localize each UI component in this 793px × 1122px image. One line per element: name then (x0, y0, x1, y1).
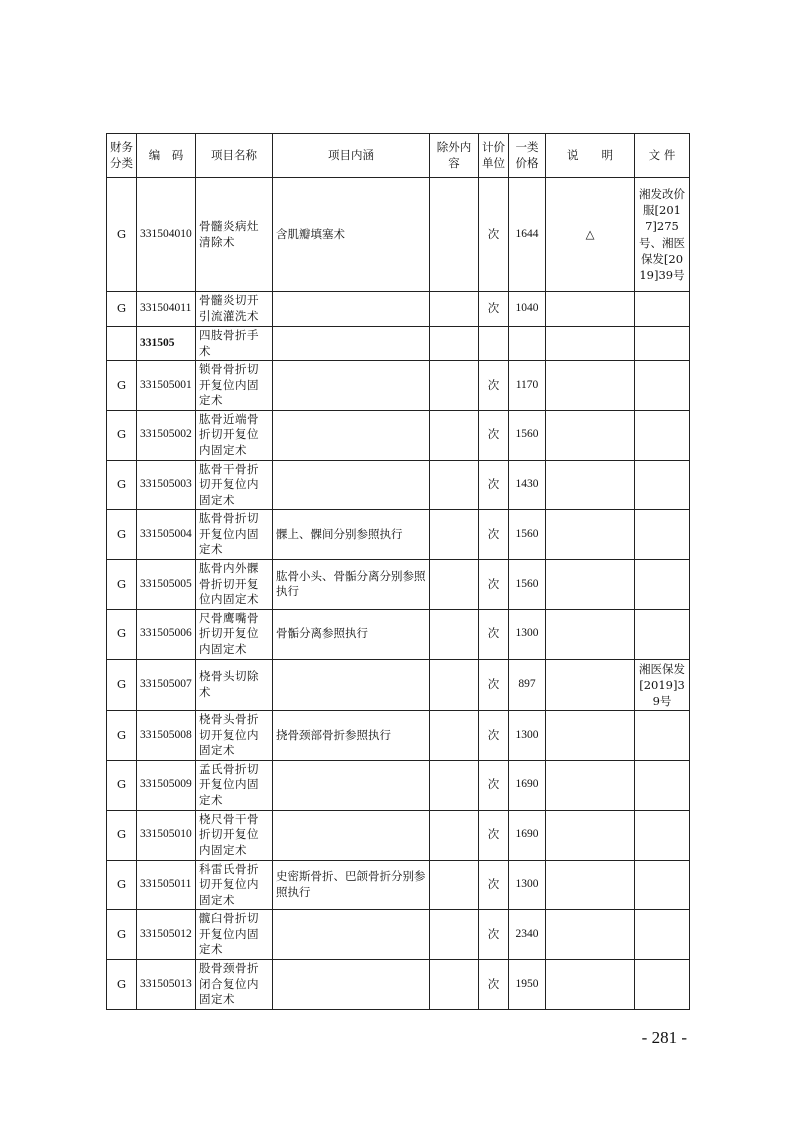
cell-content (273, 910, 430, 960)
cell-excluded (430, 960, 479, 1010)
cell-unit: 次 (479, 609, 509, 659)
cell-category: G (107, 292, 137, 327)
header-row (107, 134, 690, 178)
header-name: 项目名称 (196, 134, 273, 178)
cell-note (546, 510, 635, 560)
cell-document (635, 609, 690, 659)
header-document: 文 件 (635, 134, 690, 178)
cell-content: 史密斯骨折、巴颌骨折分别参照执行 (273, 860, 430, 910)
cell-code: 331505005 (137, 560, 196, 610)
cell-name: 肱骨近端骨折切开复位内固定术 (196, 410, 273, 460)
table-row (107, 178, 690, 292)
cell-price: 1040 (509, 292, 546, 327)
table-row (107, 609, 690, 659)
cell-note (546, 860, 635, 910)
cell-name: 髋臼骨折切开复位内固定术 (196, 910, 273, 960)
cell-name: 肱骨骨折切开复位内固定术 (196, 510, 273, 560)
cell-code: 331504010 (137, 178, 196, 292)
cell-document (635, 710, 690, 760)
cell-content (273, 292, 430, 327)
cell-document (635, 910, 690, 960)
cell-excluded (430, 810, 479, 860)
cell-note (546, 292, 635, 327)
cell-content (273, 960, 430, 1010)
cell-category: G (107, 178, 137, 292)
cell-unit: 次 (479, 910, 509, 960)
cell-name: 桡骨头切除术 (196, 659, 273, 710)
table-row (107, 910, 690, 960)
cell-document (635, 292, 690, 327)
page-number: - 281 - (641, 1028, 687, 1047)
cell-excluded (430, 361, 479, 411)
cell-note (546, 960, 635, 1010)
cell-code: 331505001 (137, 361, 196, 411)
cell-code: 331505010 (137, 810, 196, 860)
cell-excluded (430, 659, 479, 710)
table-row (107, 410, 690, 460)
cell-content: 髁上、髁间分别参照执行 (273, 510, 430, 560)
cell-name: 锁骨骨折切开复位内固定术 (196, 361, 273, 411)
cell-unit: 次 (479, 659, 509, 710)
cell-name: 肱骨干骨折切开复位内固定术 (196, 460, 273, 510)
header-category: 财务分类 (107, 134, 137, 178)
cell-price: 1170 (509, 361, 546, 411)
cell-note (546, 609, 635, 659)
header-note: 说 明 (546, 134, 635, 178)
cell-code: 331505007 (137, 659, 196, 710)
table-row (107, 560, 690, 610)
cell-document: 湘发改价服[2017]275号、湘医保发[2019]39号 (635, 178, 690, 292)
cell-document (635, 510, 690, 560)
cell-unit: 次 (479, 510, 509, 560)
cell-excluded (430, 327, 479, 361)
cell-unit (479, 327, 509, 361)
cell-name: 桡尺骨干骨折切开复位内固定术 (196, 810, 273, 860)
table-row (107, 810, 690, 860)
cell-code: 331505013 (137, 960, 196, 1010)
header-code: 编 码 (137, 134, 196, 178)
price-table (106, 133, 690, 1010)
cell-category: G (107, 659, 137, 710)
table-row (107, 292, 690, 327)
cell-content: 含肌瓣填塞术 (273, 178, 430, 292)
cell-excluded (430, 410, 479, 460)
cell-name: 骨髓炎病灶清除术 (196, 178, 273, 292)
cell-category: G (107, 810, 137, 860)
cell-price: 1690 (509, 760, 546, 810)
cell-note (546, 460, 635, 510)
cell-note (546, 710, 635, 760)
cell-note (546, 410, 635, 460)
cell-excluded (430, 460, 479, 510)
cell-excluded (430, 910, 479, 960)
cell-price: 1690 (509, 810, 546, 860)
cell-name: 桡骨头骨折切开复位内固定术 (196, 710, 273, 760)
cell-code: 331505008 (137, 710, 196, 760)
table-row (107, 659, 690, 710)
cell-code: 331504011 (137, 292, 196, 327)
cell-excluded (430, 292, 479, 327)
cell-content (273, 659, 430, 710)
cell-note: △ (546, 178, 635, 292)
cell-name: 科雷氏骨折切开复位内固定术 (196, 860, 273, 910)
cell-code: 331505004 (137, 510, 196, 560)
cell-unit: 次 (479, 460, 509, 510)
cell-note (546, 361, 635, 411)
cell-price: 1950 (509, 960, 546, 1010)
cell-content (273, 810, 430, 860)
cell-price: 1560 (509, 410, 546, 460)
header-content: 项目内涵 (273, 134, 430, 178)
cell-category: G (107, 361, 137, 411)
cell-content (273, 460, 430, 510)
cell-document (635, 960, 690, 1010)
cell-price: 1300 (509, 609, 546, 659)
cell-price (509, 327, 546, 361)
cell-excluded (430, 609, 479, 659)
table-row (107, 860, 690, 910)
cell-content: 骨骺分离参照执行 (273, 609, 430, 659)
cell-category: G (107, 410, 137, 460)
header-excluded: 除外内容 (430, 134, 479, 178)
cell-excluded (430, 710, 479, 760)
cell-category: G (107, 510, 137, 560)
cell-name: 四肢骨折手术 (196, 327, 273, 361)
cell-note (546, 560, 635, 610)
cell-code: 331505 (137, 327, 196, 361)
cell-price: 1430 (509, 460, 546, 510)
cell-note (546, 810, 635, 860)
cell-price: 1644 (509, 178, 546, 292)
cell-unit: 次 (479, 710, 509, 760)
cell-price: 2340 (509, 910, 546, 960)
cell-excluded (430, 760, 479, 810)
cell-content: 肱骨小头、骨骺分离分别参照执行 (273, 560, 430, 610)
cell-code: 331505011 (137, 860, 196, 910)
cell-content: 挠骨颈部骨折参照执行 (273, 710, 430, 760)
cell-price: 1560 (509, 560, 546, 610)
cell-category: G (107, 460, 137, 510)
table-row (107, 327, 690, 361)
cell-unit: 次 (479, 760, 509, 810)
cell-note (546, 760, 635, 810)
cell-unit: 次 (479, 810, 509, 860)
cell-category (107, 327, 137, 361)
cell-document: 湘医保发[2019]39号 (635, 659, 690, 710)
cell-category: G (107, 860, 137, 910)
cell-name: 骨髓炎切开引流灌洗术 (196, 292, 273, 327)
cell-code: 331505009 (137, 760, 196, 810)
cell-note (546, 327, 635, 361)
table-row (107, 460, 690, 510)
cell-excluded (430, 178, 479, 292)
cell-unit: 次 (479, 292, 509, 327)
table-row (107, 361, 690, 411)
cell-name: 肱骨内外髁骨折切开复位内固定术 (196, 560, 273, 610)
cell-name: 孟氏骨折切开复位内固定术 (196, 760, 273, 810)
header-price: 一类价格 (509, 134, 546, 178)
cell-document (635, 760, 690, 810)
cell-unit: 次 (479, 860, 509, 910)
cell-document (635, 560, 690, 610)
cell-category: G (107, 710, 137, 760)
cell-document (635, 860, 690, 910)
cell-category: G (107, 910, 137, 960)
cell-unit: 次 (479, 960, 509, 1010)
cell-unit: 次 (479, 178, 509, 292)
cell-document (635, 460, 690, 510)
cell-note (546, 910, 635, 960)
cell-category: G (107, 560, 137, 610)
header-unit: 计价单位 (479, 134, 509, 178)
table-body (107, 178, 690, 1010)
cell-document (635, 327, 690, 361)
cell-unit: 次 (479, 361, 509, 411)
cell-document (635, 810, 690, 860)
table-row (107, 510, 690, 560)
table-row (107, 710, 690, 760)
cell-unit: 次 (479, 410, 509, 460)
cell-document (635, 410, 690, 460)
cell-price: 1300 (509, 710, 546, 760)
cell-excluded (430, 510, 479, 560)
cell-content (273, 361, 430, 411)
cell-category: G (107, 760, 137, 810)
cell-note (546, 659, 635, 710)
cell-category: G (107, 960, 137, 1010)
cell-code: 331505003 (137, 460, 196, 510)
cell-code: 331505012 (137, 910, 196, 960)
cell-excluded (430, 860, 479, 910)
cell-name: 股骨颈骨折闭合复位内固定术 (196, 960, 273, 1010)
cell-content (273, 760, 430, 810)
cell-code: 331505006 (137, 609, 196, 659)
cell-price: 1300 (509, 860, 546, 910)
cell-content (273, 410, 430, 460)
table-row (107, 960, 690, 1010)
cell-document (635, 361, 690, 411)
cell-excluded (430, 560, 479, 610)
cell-price: 1560 (509, 510, 546, 560)
cell-price: 897 (509, 659, 546, 710)
cell-category: G (107, 609, 137, 659)
cell-content (273, 327, 430, 361)
cell-unit: 次 (479, 560, 509, 610)
cell-code: 331505002 (137, 410, 196, 460)
table-row (107, 760, 690, 810)
cell-name: 尺骨鹰嘴骨折切开复位内固定术 (196, 609, 273, 659)
